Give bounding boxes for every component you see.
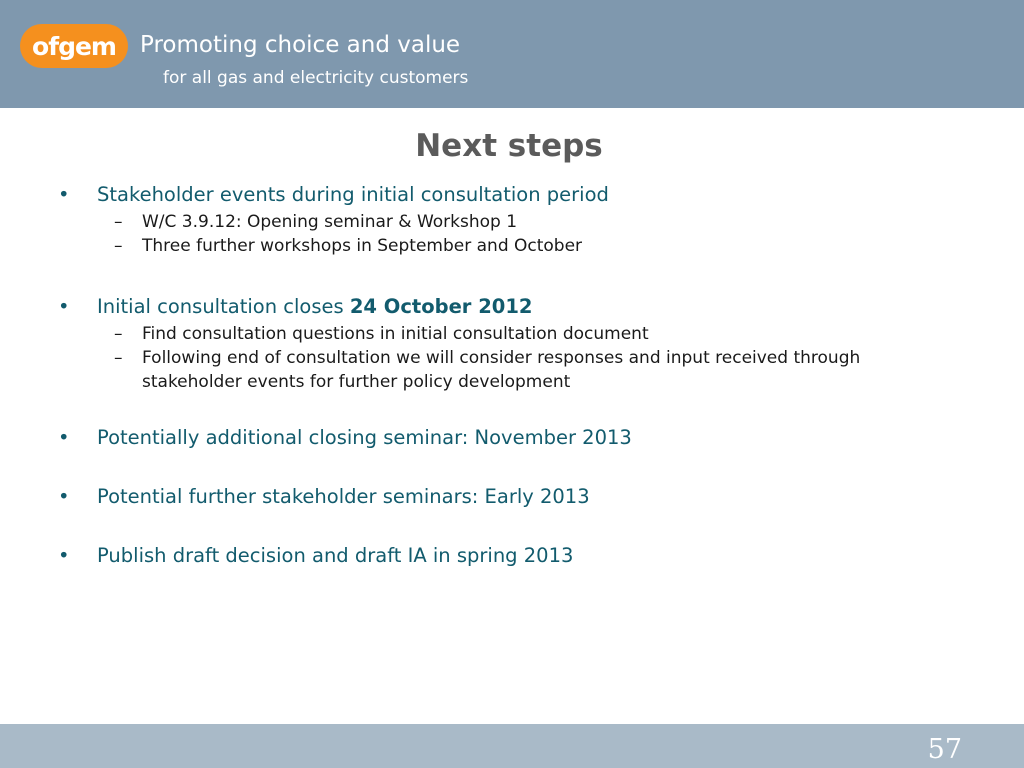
bullet-text: Publish draft decision and draft IA in spring 2013 <box>97 544 574 567</box>
bullet-item <box>58 292 958 322</box>
bullet-text: Potentially additional closing seminar: November 2013 <box>97 426 632 449</box>
sub-dash: – <box>114 236 123 256</box>
header-bar <box>0 0 1024 108</box>
sub-item-text: Three further workshops in September and October <box>142 236 583 256</box>
bullet-date: 24 October 2012 <box>349 295 533 318</box>
footer-bar <box>0 724 1024 768</box>
bullet-text: Initial consultation closes <box>97 295 350 318</box>
sub-item-text: W/C 3.9.12: Opening seminar & Workshop 1 <box>142 212 518 232</box>
tagline-main: Promoting choice and value <box>140 32 461 58</box>
tagline-sub: for all gas and electricity customers <box>163 68 469 88</box>
sub-dash: – <box>114 212 123 232</box>
sub-item <box>58 346 958 394</box>
sub-item-text: Following end of consultation we will consider responses and input received through stakeholder events for further policy development <box>142 348 861 392</box>
bullet-text: Potential further stakeholder seminars: Early 2013 <box>97 485 590 508</box>
sub-item <box>58 322 958 346</box>
sub-item <box>58 234 958 258</box>
bullet-dot: • <box>58 183 70 206</box>
bullet-text: Stakeholder events during initial consultation period <box>97 183 609 206</box>
slide-content <box>58 180 958 571</box>
sub-dash: – <box>114 348 123 368</box>
bullet-item <box>58 541 958 571</box>
sub-item <box>58 210 958 234</box>
page-number: 57 <box>927 734 962 765</box>
bullet-item <box>58 482 958 512</box>
bullet-dot: • <box>58 295 70 318</box>
bullet-item <box>58 180 958 210</box>
bullet-dot: • <box>58 544 70 567</box>
sub-dash: – <box>114 324 123 344</box>
bullet-dot: • <box>58 485 70 508</box>
sub-item-text: Find consultation questions in initial consultation document <box>142 324 649 344</box>
ofgem-logo <box>20 24 128 68</box>
bullet-dot: • <box>58 426 70 449</box>
logo-text: ofgem <box>32 31 116 61</box>
slide-title: Next steps <box>415 128 603 164</box>
bullet-item <box>58 423 958 453</box>
